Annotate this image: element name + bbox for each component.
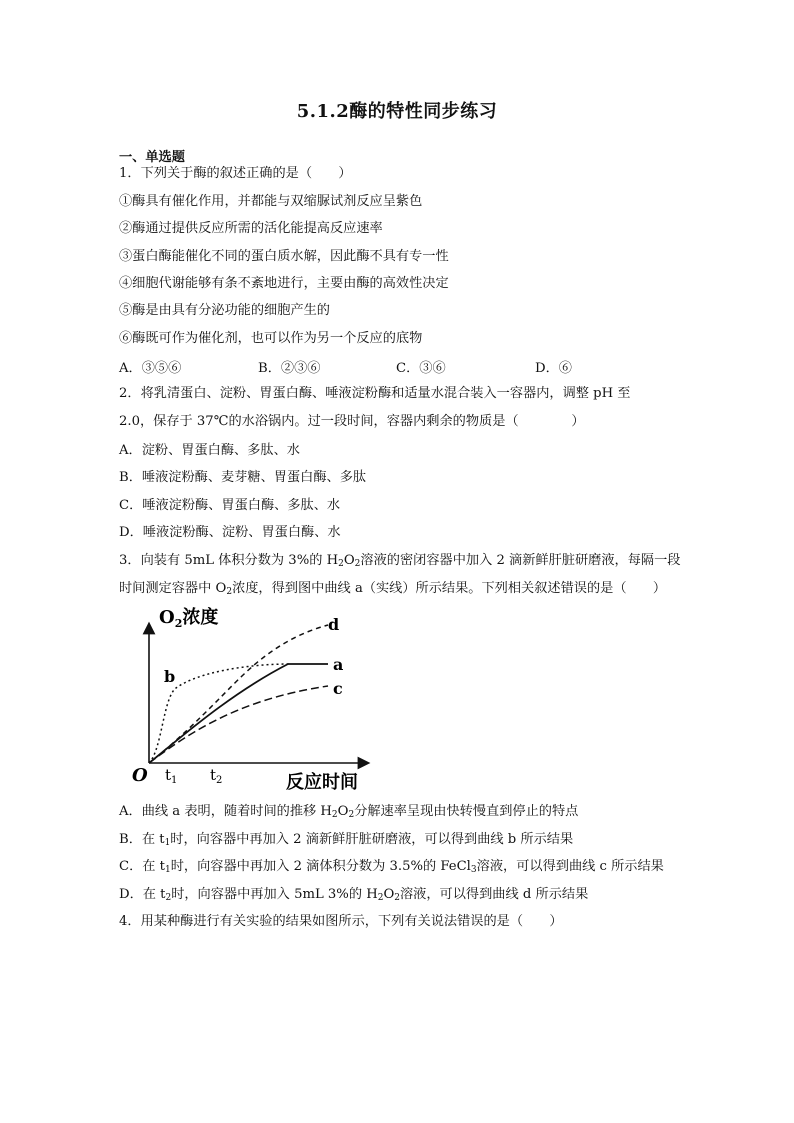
x-axis-label: 反应时间 [286,772,358,793]
curve-a [149,664,328,763]
q2-option-a[interactable]: A．淀粉、胃蛋白酶、多肽、水 [119,443,300,458]
curve-label-b: b [164,667,176,686]
q3-stem-line2: 时间测定容器中 $O_2$浓度，得到图中曲线 a（实线）所示结果。下列相关叙述错误的是（ ） [119,581,667,597]
q3-option-b[interactable]: B．在 $t_1$时，向容器中再加入 2 滴新鲜肝脏研磨液，可以得到曲线 b 所示结果 [119,832,574,848]
q1-item: ⑥酶既可作为催化剂，也可以作为另一个反应的底物 [119,331,423,346]
q3-stem-line1: 3．向装有 5mL 体积分数为 3%的 $H_2O_2$溶液的密闭容器中加入 2 滴新鲜肝脏研磨液，每隔一段 [119,553,681,569]
origin-label: O [132,765,148,786]
q2-stem-line2: 2.0，保存于 37℃的水浴锅内。过一段时间，容器内剩余的物质是（ ） [119,414,585,429]
curve-label-a: a [333,655,344,674]
t1-label: $t_1$ [165,766,178,786]
q1-item: ④细胞代谢能够有条不紊地进行，主要由酶的高效性决定 [119,276,449,291]
q2-option-b[interactable]: B．唾液淀粉酶、麦芽糖、胃蛋白酶、多肽 [119,470,367,485]
q3-option-c[interactable]: C．在 $t_1$时，向容器中再加入 2 滴体积分数为 3.5%的 FeCl$_3$溶液，可以得到曲线 c 所示结果 [119,859,664,875]
q2-option-c[interactable]: C．唾液淀粉酶、胃蛋白酶、多肽、水 [119,498,341,513]
curve-label-d: d [328,615,340,634]
q2-stem-line1: 2．将乳清蛋白、淀粉、胃蛋白酶、唾液淀粉酶和适量水混合装入一容器内，调整 pH 至 [119,386,631,401]
page-title: 5.1.2酶的特性同步练习 [296,101,498,122]
q3-option-a[interactable]: A．曲线 a 表明，随着时间的推移 $H_2O_2$分解速率呈现由快转慢直到停止的特点 [119,804,579,820]
q1-item: ③蛋白酶能催化不同的蛋白质水解，因此酶不具有专一性 [119,249,449,264]
q1-item: ②酶通过提供反应所需的活化能提高反应速率 [119,221,383,236]
q1-item: ①酶具有催化作用，并都能与双缩脲试剂反应呈紫色 [119,194,423,209]
t2-label: $t_2$ [210,766,223,786]
q1-item: ⑤酶是由具有分泌功能的细胞产生的 [119,303,330,318]
q1-options [119,357,679,375]
section-heading: 一、单选题 [119,150,185,165]
y-axis-label: $O_2$浓度 [159,607,219,630]
curve-c [149,686,328,763]
q2-option-d[interactable]: D．唾液淀粉酶、淀粉、胃蛋白酶、水 [119,525,341,540]
curve-label-c: c [333,679,343,698]
q1-stem: 1．下列关于酶的叙述正确的是（ ） [119,166,352,181]
o2-concentration-graph [128,600,388,800]
q4-stem: 4．用某种酶进行有关实验的结果如图所示，下列有关说法错误的是（ ） [119,914,563,929]
q1-option-b[interactable]: B．②③⑥ [258,361,321,376]
q1-option-c[interactable]: C．③⑥ [396,361,446,376]
q1-option-d[interactable]: D．⑥ [535,361,572,376]
q3-option-d[interactable]: D．在 $t_2$时，向容器中再加入 5mL 3%的 $H_2O_2$溶液，可以得到曲线 d 所示结果 [119,887,589,903]
q1-option-a[interactable]: A．③⑤⑥ [119,361,182,376]
